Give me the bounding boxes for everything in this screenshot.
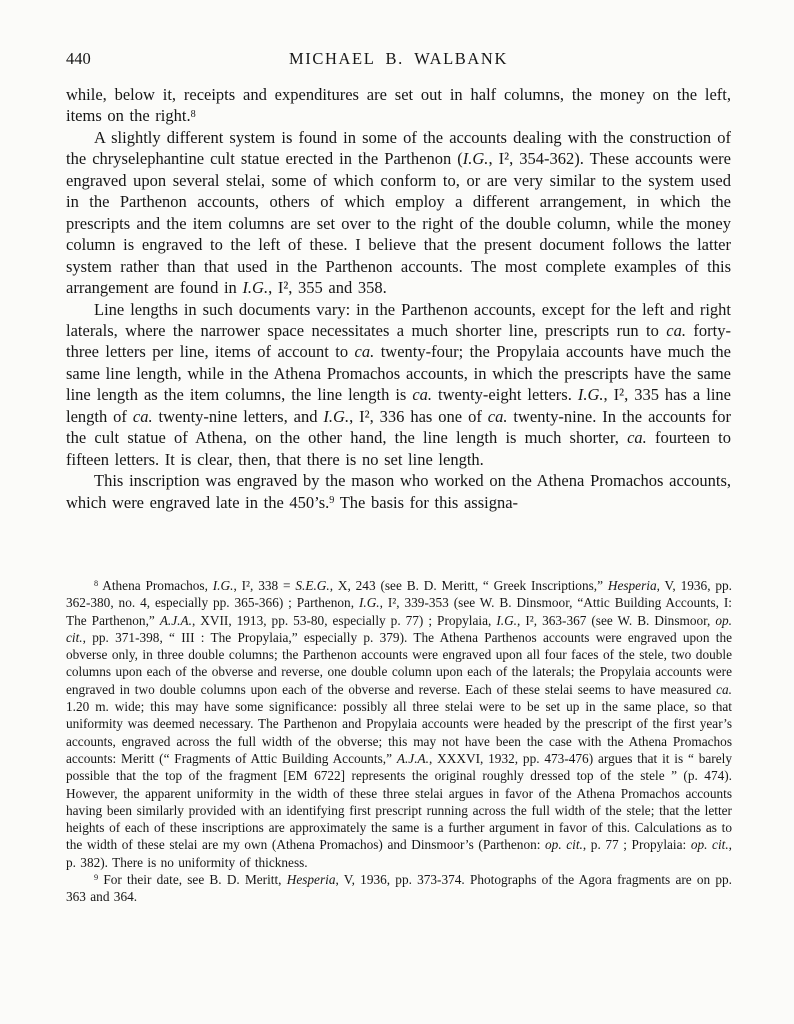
paragraph-2 — [66, 127, 731, 299]
italic-run: op. cit. — [690, 837, 729, 853]
text-run: , I², 355 and 358. — [268, 278, 387, 298]
text-run: For their date, see B. D. Meritt, — [98, 872, 287, 888]
italic-run: A.J.A. — [396, 750, 429, 766]
text-run: , I², 338 = — [233, 578, 296, 593]
text-run: , I², 335 has a line length of — [66, 385, 731, 426]
italic-run: ca. — [716, 681, 732, 697]
italic-run: I.G. — [462, 149, 489, 169]
footnote-marker: 8 — [94, 579, 99, 589]
text-run: twenty-eight letters. — [432, 385, 578, 405]
text-run: , I², 363-367 (see W. B. Dinsmoor, — [517, 612, 716, 628]
footnotes-section — [66, 577, 732, 906]
italic-run: ca. — [412, 385, 433, 405]
italic-run: I.G. — [496, 612, 518, 628]
footnote-marker: 8 — [190, 108, 196, 120]
footnote-9 — [66, 871, 732, 906]
text-run: , XVII, 1913, pp. 53-80, especially p. 77) ; Propylaia, — [191, 612, 497, 628]
paragraph-3 — [66, 299, 731, 471]
italic-run: Hesperia — [286, 872, 336, 888]
italic-run: I.G. — [358, 595, 380, 611]
text-run: , I², 336 has one of — [349, 406, 488, 426]
paragraph-4 — [66, 470, 731, 513]
text-run: twenty-nine. In the accounts for the cult statue of Athena, on the other hand, the line length is much shorter, — [66, 406, 731, 448]
italic-run: I.G. — [577, 385, 604, 405]
text-run: Line lengths in such documents vary: in the Parthenon accounts, except for the left and right laterals, where the narrower space necessitates a much shorter line, prescripts run to — [66, 299, 731, 340]
italic-run: ca. — [487, 406, 508, 426]
text-run: Athena Promachos, — [98, 578, 213, 593]
text-run: twenty-nine letters, and — [152, 406, 324, 426]
italic-run: op. cit. — [66, 612, 732, 645]
footnote-8 — [66, 577, 732, 871]
text-run: while, below it, receipts and expenditures are set out in half columns, the money on the left, items on the right. — [66, 85, 731, 126]
italic-run: Hesperia — [607, 578, 657, 593]
text-run: , p. 382). There is no uniformity of thickness. — [66, 837, 732, 870]
page-header — [66, 49, 731, 71]
italic-run: I.G. — [242, 278, 269, 298]
text-run: The basis for this assigna- — [334, 492, 519, 512]
text-run: 1.20 m. wide; this may have some significance: possibly all three stelai were to be set up in the same place, so that uniformity was deemed necessary. The Parthenon and Propylaia accounts were headed by the prescript of the first year’s accounts, engraved across the full width of the obverse; this may not have been the case with the Athena Promachos accounts: Meritt (“ Fragments of Attic Building Accounts,” — [66, 699, 732, 766]
footnote-marker: 9 — [329, 495, 335, 507]
italic-run: ca. — [666, 320, 686, 340]
page-number: 440 — [66, 49, 91, 68]
footnote-marker: 9 — [94, 873, 99, 883]
article-body — [66, 84, 731, 513]
text-run: fourteen to fifteen letters. It is clear, then, that there is no set line length. — [66, 428, 731, 469]
text-run: , X, 243 (see B. D. Meritt, “ Greek Inscriptions,” — [329, 578, 608, 593]
text-run: , I², 339-353 (see W. B. Dinsmoor, “Attic Building Accounts, I: The Parthenon,” — [66, 595, 732, 628]
running-head: MICHAEL B. WALBANK — [289, 49, 508, 68]
text-run: , p. 77 ; Propylaia: — [582, 837, 691, 853]
paragraph-1 — [66, 84, 731, 127]
text-run: twenty-four; the Propylaia accounts have much the same line length, while in the Athena Promachos accounts, in which the prescripts have the same line length as the item columns, the line length is — [66, 342, 732, 405]
text-run: , pp. 371-398, “ III : The Propylaia,” especially p. 379). The Athena Parthenos accounts were engraved upon the obverse only, in three double columns; the Parthenon accounts were engraved upon all four faces of the stele, two double columns upon each of the obverse and reverse, one double column upon each of the laterals; the Propylaia accounts were engraved in two double columns upon each of the obverse and reverse. Each of these stelai seems to have measured — [66, 629, 732, 697]
italic-run: ca. — [132, 406, 153, 426]
italic-run: A.J.A. — [159, 612, 192, 628]
italic-run: S.E.G. — [295, 578, 330, 593]
text-run: , XXXVI, 1932, pp. 473-476) argues that it is “ barely possible that the top of the fragment [EM 6722] represents the original roughly dressed top of the stele ” (p. 474). However, the apparent uniformity in the width of these three stelai argues in favor of the Athena Promachos accounts having been similarly provided with an identifying first prescript running across the full width of the stele; that the letter heights of each of these inscriptions are approximately the same is a further argument in favor of this. Calculations as to the width of these stelai are my own (Athena Promachos) and Dinsmoor’s (Parthenon: — [66, 750, 732, 853]
text-run: This inscription was engraved by the mason who worked on the Athena Promachos accounts, which were engraved late in the 450’s. — [66, 471, 731, 512]
text-run: , V, 1936, pp. 373-374. Photographs of the Agora fragments are on pp. 363 and 364. — [66, 872, 732, 905]
italic-run: I.G. — [212, 578, 234, 593]
text-run: , V, 1936, pp. 362-380, no. 4, especially pp. 365-366) ; Parthenon, — [66, 578, 732, 611]
italic-run: ca. — [627, 428, 647, 448]
italic-run: op. cit. — [545, 837, 583, 853]
text-run: , I², 354-362). These accounts were engraved upon several stelai, some of which conform to, or are very similar to the system used in the Parthenon accounts, others of which employ a different arrangement, in which the prescripts and the item columns are set over to the right of the double column, while the money column is engraved to the left of these. I believe that the present document follows the latter system rather than that used in the Parthenon accounts. The most complete examples of this arrangement are found in — [66, 149, 731, 298]
text-run: forty-three letters per line, items of account to — [66, 320, 731, 362]
italic-run: ca. — [354, 342, 375, 362]
text-run: A slightly different system is found in some of the accounts dealing with the construction of the chryselephantine cult statue erected in the Parthenon ( — [66, 127, 731, 169]
italic-run: I.G. — [323, 406, 350, 426]
